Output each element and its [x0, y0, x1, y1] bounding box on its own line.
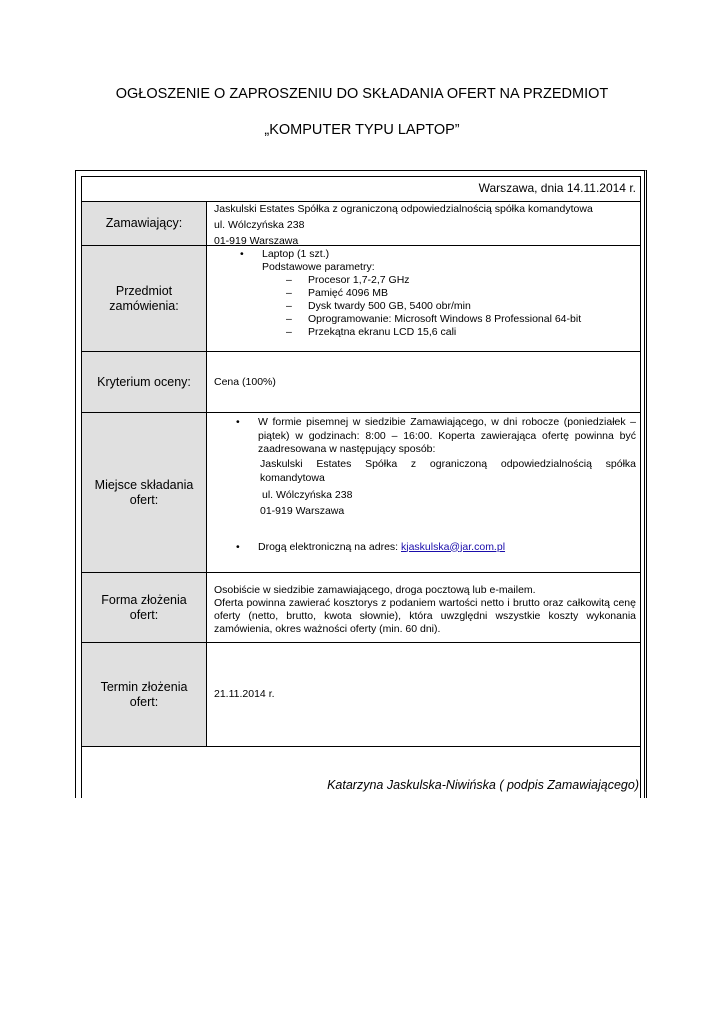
email-link[interactable]: kjaskulska@jar.com.pl	[401, 540, 506, 553]
value-przedmiot	[208, 246, 640, 351]
dash-icon: –	[286, 287, 292, 299]
param-text: Pamięć 4096 MB	[308, 287, 388, 299]
label-miejsce: Miejsce składania ofert:	[82, 413, 207, 572]
bullet-icon: •	[240, 248, 244, 260]
row-kryterium	[82, 352, 640, 413]
dash-icon: –	[286, 326, 292, 338]
address-block	[214, 457, 636, 519]
signature: Katarzyna Jaskulska-Niwińska ( podpis Zamawiającego)	[327, 778, 639, 792]
bullet-written	[214, 416, 636, 457]
item-bullet	[214, 248, 634, 261]
param-text: Oprogramowanie: Microsoft Windows 8 Professional 64-bit	[308, 313, 582, 325]
date-row	[82, 177, 640, 202]
row-forma	[82, 573, 640, 643]
company-city: 01-919 Warszawa	[214, 235, 299, 247]
row-termin	[82, 643, 640, 747]
title-line-2: „KOMPUTER TYPU LAPTOP”	[264, 122, 460, 138]
label-forma: Forma złożenia ofert:	[82, 573, 207, 642]
param-item	[214, 313, 634, 326]
param-item	[214, 326, 634, 339]
label-kryterium: Kryterium oceny:	[82, 352, 207, 412]
written-text: W formie pisemnej w siedzibie Zamawiającego, w dni robocze (poniedziałek – piątek) w godzinach: 8:00 – 16:00. Koperta zawierająca ofertę powinna być zaadresowana w następujący sposób:	[258, 416, 636, 455]
bullet-icon: •	[236, 540, 240, 553]
dash-icon: –	[286, 274, 292, 286]
value-miejsce	[208, 413, 640, 572]
value-termin	[208, 643, 640, 746]
row-miejsce	[82, 413, 640, 573]
value-kryterium	[208, 352, 640, 412]
value-forma	[208, 573, 640, 642]
value-zamawiajacy	[208, 202, 640, 245]
param-text: Dysk twardy 500 GB, 5400 obr/min	[308, 300, 471, 312]
item-text: Laptop (1 szt.)	[262, 248, 330, 260]
param-text: Procesor 1,7-2,7 GHz	[308, 274, 410, 286]
row-zamawiajacy	[82, 202, 640, 246]
forma-line-1: Osobiście w siedzibie zamawiającego, droga pocztową lub e-mailem.	[214, 584, 536, 596]
params-header: Podstawowe parametry:	[262, 261, 375, 273]
company-name: Jaskulski Estates Spółka z ograniczoną odpowiedzialnością spółka komandytowa	[214, 203, 593, 215]
param-item	[214, 274, 634, 287]
param-item	[214, 300, 634, 313]
company-street: ul. Wólczyńska 238	[214, 219, 305, 231]
address-street: ul. Wólczyńska 238	[262, 488, 353, 501]
param-text: Przekątna ekranu LCD 15,6 cali	[308, 326, 457, 338]
email-label: Drogą elektroniczną na adres:	[258, 540, 401, 553]
date-text: Warszawa, dnia 14.11.2014 r.	[478, 181, 636, 195]
label-termin: Termin złożenia ofert:	[82, 643, 207, 746]
bullet-icon: •	[236, 416, 240, 428]
dash-icon: –	[286, 313, 292, 325]
label-przedmiot: Przedmiot zamówienia:	[82, 246, 207, 351]
param-item	[214, 287, 634, 300]
dash-icon: –	[286, 300, 292, 312]
row-przedmiot	[82, 246, 640, 352]
termin-text: 21.11.2014 r.	[214, 688, 275, 700]
address-city: 01-919 Warszawa	[260, 505, 345, 517]
label-zamawiajacy: Zamawiający:	[82, 202, 207, 245]
bullet-email	[214, 541, 636, 554]
kryterium-text: Cena (100%)	[214, 375, 276, 388]
address-name: Jaskulski Estates Spółka z ograniczoną odpowiedzialnością spółka komandytowa	[260, 457, 636, 484]
title-line-1: OGŁOSZENIE O ZAPROSZENIU DO SKŁADANIA OFERT NA PRZEDMIOT	[115, 86, 609, 102]
offer-table	[81, 176, 641, 798]
forma-line-2: Oferta powinna zawierać kosztorys z podaniem wartości netto i brutto oraz całkowitą cenę oferty (netto, brutto, kwota słownie), która uwzględni wszystkie koszty wykonania zamówienia, okres ważności oferty (min. 60 dni).	[214, 597, 636, 635]
